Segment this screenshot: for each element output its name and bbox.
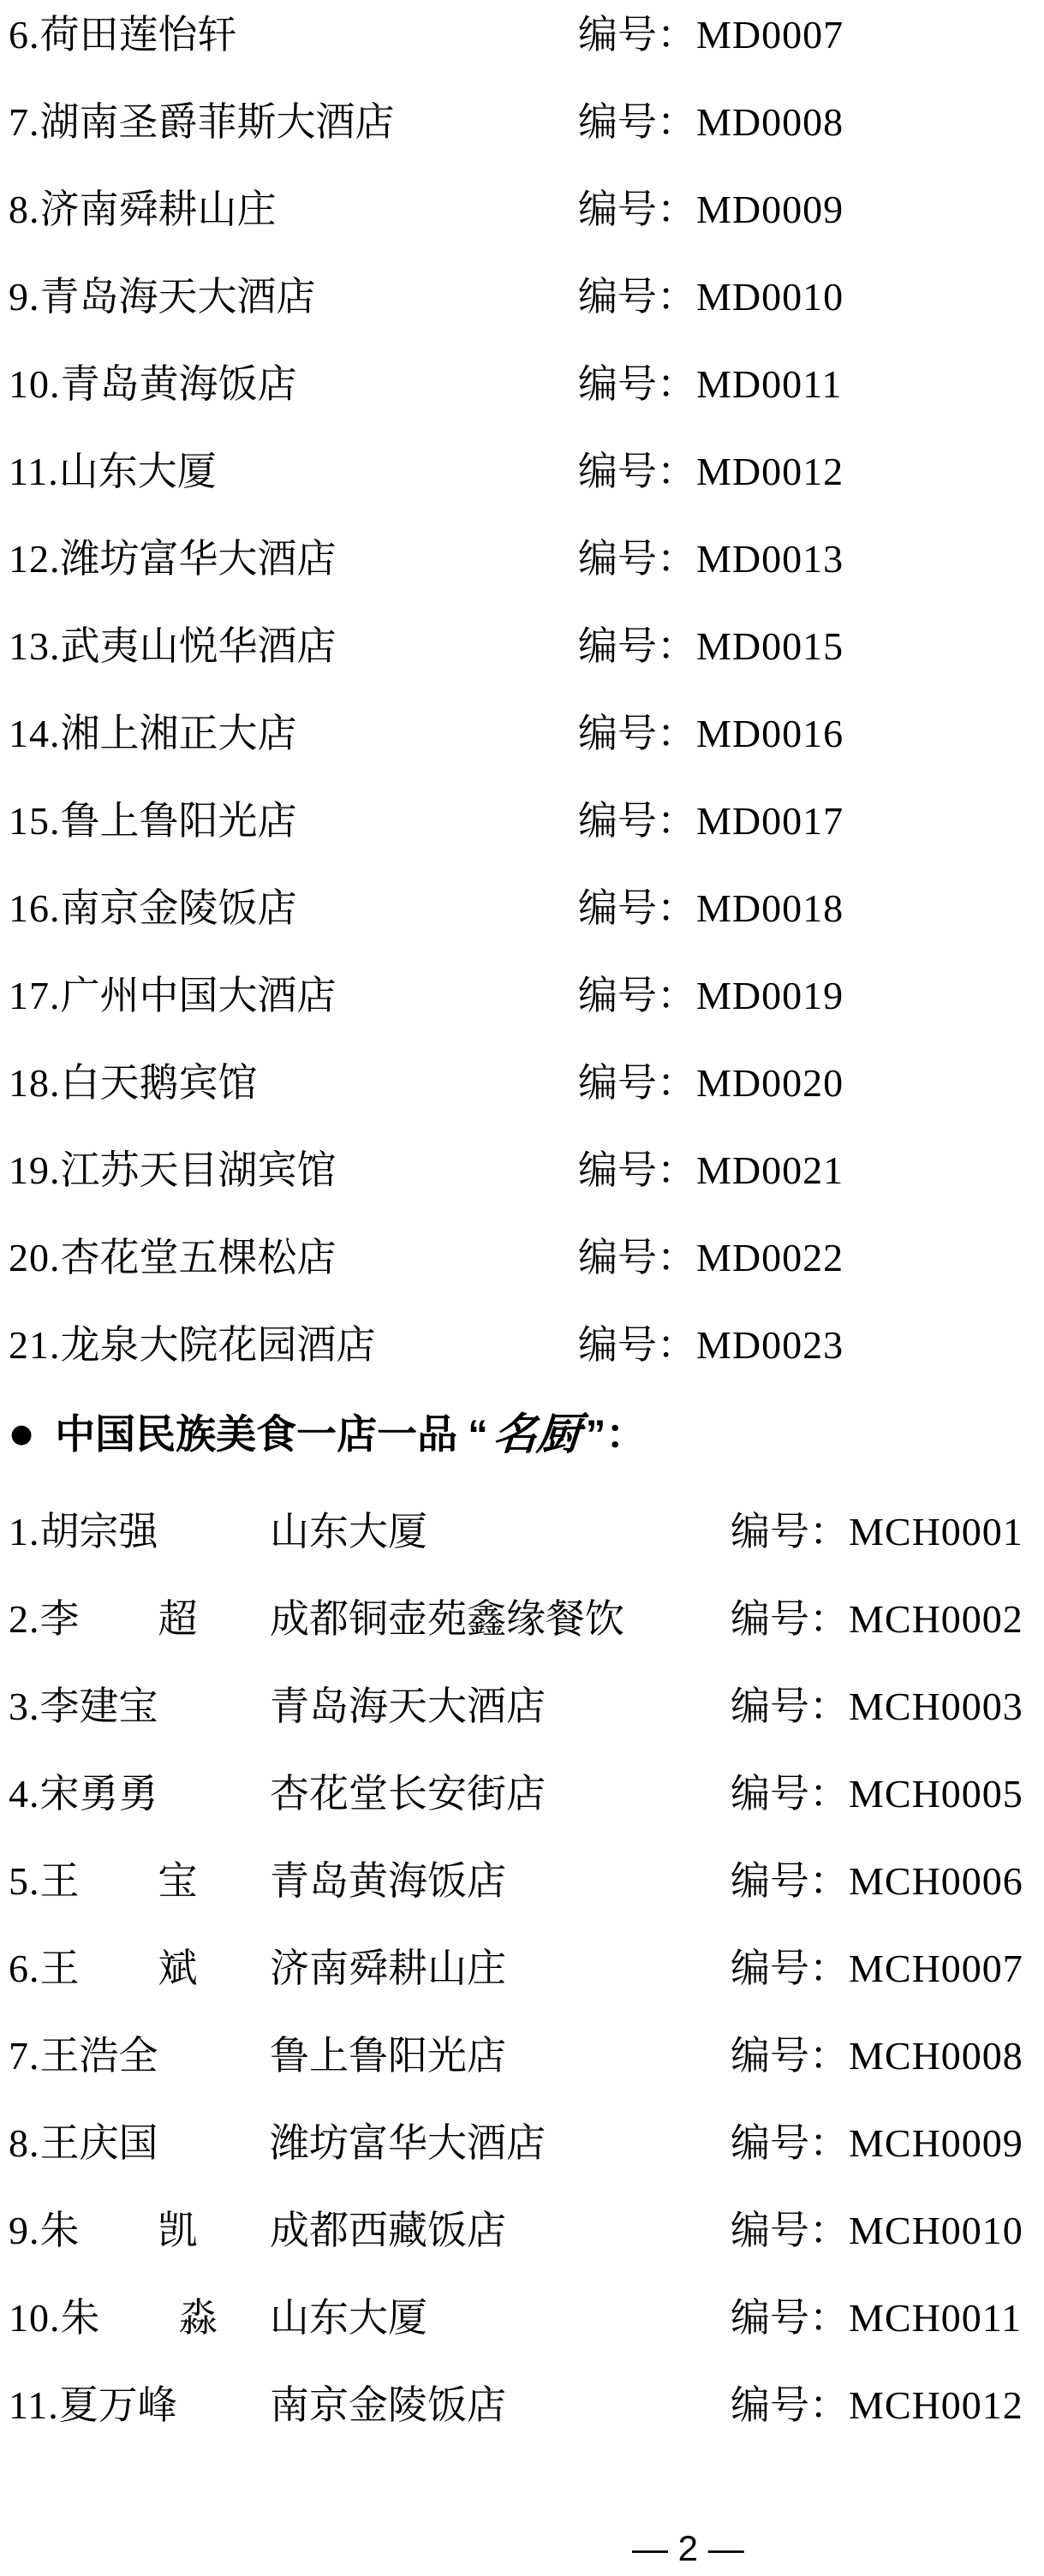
restaurant-number: 17.: [9, 974, 61, 1017]
code-label: 编号：: [578, 1148, 696, 1192]
restaurant-row: [0, 187, 1044, 274]
restaurant-row: [0, 1148, 1044, 1235]
restaurant-number: 21.: [9, 1323, 61, 1367]
chef-row: [0, 2120, 1044, 2208]
chef-row: [0, 1596, 1044, 1684]
section-colon: ：: [606, 1411, 647, 1457]
restaurant-name: 青岛黄海饭店: [60, 362, 297, 406]
restaurant-number: 11.: [9, 450, 59, 493]
chef-row: [0, 2295, 1044, 2382]
code-label: 编号：: [731, 1859, 849, 1903]
chef-row: [0, 1771, 1044, 1858]
restaurant-row: [0, 449, 1044, 536]
code-value: MD0009: [696, 188, 844, 231]
restaurant-name: 湖南圣爵菲斯大酒店: [39, 100, 395, 144]
chef-name: 夏万峰: [58, 2383, 177, 2427]
chef-list: [0, 1509, 1044, 2470]
restaurant-row: [0, 1235, 1044, 1322]
code-value: MD0012: [696, 450, 844, 493]
code-value: MD0015: [696, 624, 844, 668]
code-value: MCH0008: [849, 2034, 1023, 2078]
code-label: 编号：: [578, 974, 696, 1017]
restaurant-number: 13.: [9, 624, 61, 668]
restaurant-row: [0, 12, 1044, 99]
restaurant-name: 济南舜耕山庄: [39, 188, 277, 231]
chef-organization: 成都铜壶苑鑫缘餐饮: [270, 1597, 624, 1641]
code-value: MCH0011: [849, 2296, 1023, 2340]
code-label: 编号：: [578, 712, 696, 755]
restaurant-row: [0, 623, 1044, 711]
restaurant-list: [0, 12, 1044, 1410]
restaurant-row: [0, 973, 1044, 1060]
code-label: 编号：: [578, 624, 696, 668]
chef-row: [0, 2033, 1044, 2120]
restaurant-row: [0, 99, 1044, 187]
restaurant-name: 广州中国大酒店: [60, 974, 337, 1017]
code-label: 编号：: [731, 2034, 849, 2078]
code-value: MD0011: [696, 362, 843, 406]
code-value: MD0021: [696, 1148, 844, 1192]
chef-organization: 山东大厦: [270, 1510, 427, 1553]
chef-name: 王浩全: [39, 2034, 158, 2078]
restaurant-number: 14.: [9, 712, 61, 755]
chef-name: 王 宝: [39, 1859, 198, 1903]
code-label: 编号：: [578, 1323, 696, 1367]
restaurant-number: 6.: [9, 13, 40, 57]
restaurant-number: 18.: [9, 1061, 61, 1105]
code-value: MCH0003: [849, 1685, 1023, 1728]
code-label: 编号：: [578, 275, 696, 319]
code-label: 编号：: [578, 537, 696, 581]
code-label: 编号：: [731, 2209, 849, 2252]
restaurant-name: 山东大厦: [58, 450, 217, 493]
code-value: MD0007: [696, 13, 844, 57]
chef-organization: 青岛黄海饭店: [270, 1859, 506, 1903]
code-label: 编号：: [578, 1236, 696, 1279]
code-label: 编号：: [731, 1947, 849, 1990]
code-label: 编号：: [578, 799, 696, 843]
chef-number: 8.: [9, 2121, 40, 2165]
chef-row: [0, 1684, 1044, 1771]
code-label: 编号：: [731, 2383, 849, 2427]
code-label: 编号：: [731, 2296, 849, 2340]
code-value: MD0020: [696, 1061, 844, 1105]
restaurant-row: [0, 798, 1044, 886]
chef-number: 7.: [9, 2034, 40, 2078]
restaurant-name: 鲁上鲁阳光店: [60, 799, 297, 843]
chef-organization: 山东大厦: [270, 2296, 427, 2340]
section-title: 中国民族美食一店一品: [55, 1411, 458, 1457]
code-label: 编号：: [731, 1772, 849, 1816]
code-label: 编号：: [578, 886, 696, 930]
code-value: MCH0002: [849, 1597, 1023, 1641]
restaurant-number: 16.: [9, 886, 61, 930]
chef-organization: 杏花堂长安街店: [270, 1772, 546, 1816]
code-value: MCH0009: [849, 2121, 1023, 2165]
restaurant-name: 武夷山悦华酒店: [60, 624, 337, 668]
code-value: MCH0006: [849, 1859, 1023, 1903]
chef-number: 3.: [9, 1685, 40, 1728]
chef-organization: 成都西藏饭店: [270, 2209, 506, 2252]
code-value: MD0019: [696, 974, 844, 1017]
chef-row: [0, 1858, 1044, 1946]
code-label: 编号：: [578, 450, 696, 493]
restaurant-name: 荷田莲怡轩: [39, 13, 237, 57]
code-value: MD0013: [696, 537, 844, 581]
chef-row: [0, 1946, 1044, 2033]
code-value: MD0022: [696, 1236, 844, 1279]
code-label: 编号：: [578, 100, 696, 144]
section-term: 名厨: [491, 1409, 582, 1460]
chef-number: 6.: [9, 1947, 40, 1990]
restaurant-number: 15.: [9, 799, 61, 843]
code-value: MCH0010: [849, 2209, 1023, 2252]
chef-name: 王庆国: [39, 2121, 158, 2165]
chef-name: 朱 淼: [60, 2296, 218, 2340]
code-value: MCH0012: [849, 2383, 1023, 2427]
restaurant-row: [0, 1322, 1044, 1410]
restaurant-number: 9.: [9, 275, 40, 319]
restaurant-name: 青岛海天大酒店: [39, 275, 316, 319]
page-number: — 2 —: [632, 2528, 744, 2568]
restaurant-row: [0, 886, 1044, 973]
restaurant-name: 杏花堂五棵松店: [60, 1236, 337, 1279]
restaurant-number: 8.: [9, 188, 40, 231]
chef-name: 李 超: [39, 1597, 198, 1641]
code-label: 编号：: [578, 362, 696, 406]
code-label: 编号：: [731, 1685, 849, 1728]
code-value: MCH0005: [849, 1772, 1023, 1816]
code-label: 编号：: [731, 2121, 849, 2165]
code-value: MD0010: [696, 275, 844, 319]
code-label: 编号：: [731, 1510, 849, 1553]
chef-organization: 青岛海天大酒店: [270, 1685, 546, 1728]
code-label: 编号：: [578, 188, 696, 231]
code-label: 编号：: [578, 1061, 696, 1105]
chef-number: 9.: [9, 2209, 40, 2252]
chef-number: 10.: [9, 2296, 61, 2340]
code-value: MD0023: [696, 1323, 844, 1367]
code-value: MCH0001: [849, 1510, 1023, 1553]
restaurant-number: 10.: [9, 362, 61, 406]
chef-row: [0, 2382, 1044, 2470]
bullet-icon: ●: [10, 1419, 33, 1449]
chef-organization: 济南舜耕山庄: [270, 1947, 506, 1990]
chef-number: 5.: [9, 1859, 40, 1903]
chef-number: 2.: [9, 1597, 40, 1641]
code-value: MD0017: [696, 799, 844, 843]
restaurant-number: 12.: [9, 537, 61, 581]
chef-number: 4.: [9, 1772, 40, 1816]
chef-number: 1.: [9, 1510, 40, 1553]
restaurant-name: 江苏天目湖宾馆: [60, 1148, 337, 1192]
code-value: MD0018: [696, 886, 844, 930]
open-quote: “: [468, 1411, 488, 1457]
code-value: MD0008: [696, 100, 844, 144]
restaurant-row: [0, 711, 1044, 798]
chef-organization: 鲁上鲁阳光店: [270, 2034, 506, 2078]
restaurant-row: [0, 361, 1044, 449]
restaurant-number: 7.: [9, 100, 40, 144]
code-label: 编号：: [731, 1597, 849, 1641]
restaurant-name: 白天鹅宾馆: [60, 1061, 258, 1105]
chef-organization: 潍坊富华大酒店: [270, 2121, 546, 2165]
chef-row: [0, 1509, 1044, 1596]
restaurant-row: [0, 274, 1044, 361]
restaurant-row: [0, 536, 1044, 623]
code-value: MCH0007: [849, 1947, 1023, 1990]
restaurant-name: 湘上湘正大店: [60, 712, 297, 755]
restaurant-number: 19.: [9, 1148, 61, 1192]
restaurant-name: 龙泉大院花园酒店: [60, 1323, 376, 1367]
restaurant-name: 南京金陵饭店: [60, 886, 297, 930]
chef-name: 胡宗强: [39, 1510, 158, 1553]
chef-name: 朱 凯: [39, 2209, 198, 2252]
restaurant-number: 20.: [9, 1236, 61, 1279]
chef-row: [0, 2208, 1044, 2295]
section-heading: [10, 1409, 646, 1460]
restaurant-row: [0, 1060, 1044, 1148]
close-quote: ”: [585, 1411, 606, 1457]
chef-name: 王 斌: [39, 1947, 198, 1990]
chef-name: 李建宝: [39, 1685, 158, 1728]
code-value: MD0016: [696, 712, 844, 755]
code-label: 编号：: [578, 13, 696, 57]
chef-organization: 南京金陵饭店: [270, 2383, 506, 2427]
chef-number: 11.: [9, 2383, 59, 2427]
restaurant-name: 潍坊富华大酒店: [60, 537, 337, 581]
chef-name: 宋勇勇: [39, 1772, 158, 1816]
